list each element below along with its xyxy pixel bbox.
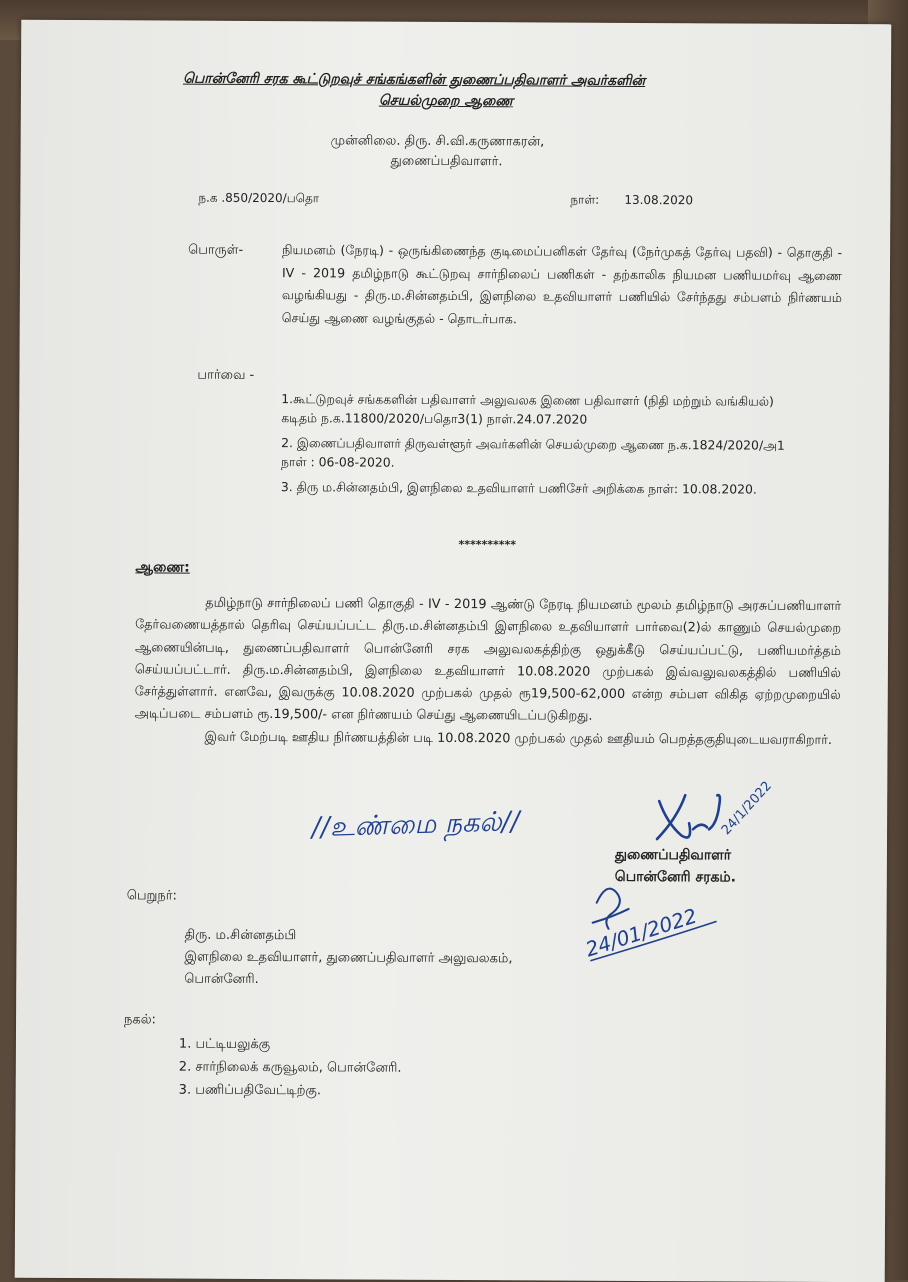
date-label: நாள்: [570, 192, 600, 207]
subject-label: பொருள்- [188, 242, 244, 258]
date-value: 13.08.2020 [624, 192, 694, 208]
copy-item: 2. சார்நிலைக் கருவூலம், பொன்னேரி. [178, 1059, 402, 1076]
handwritten-annotations [15, 20, 892, 1282]
recipient-block [184, 925, 512, 993]
recipient-place: பொன்னேரி. [184, 971, 259, 987]
document-header-line2: செயல்முறை ஆணை [378, 92, 514, 110]
signatory-role: துணைப்பதிவாளர் [614, 846, 732, 864]
copy-item: 3. பணிப்பதிவேட்டிற்கு. [178, 1082, 322, 1099]
separator-stars: ********** [458, 538, 517, 552]
reference-number: ந.க .850/2020/பதொ [198, 190, 320, 206]
copy-item: 1. பட்டியலுக்கு [178, 1036, 271, 1053]
document-header-line1: பொன்னேரி சரக கூட்டுறவுச் சங்கங்களின் துணைப்பதிவாளர் அவர்களின் [182, 70, 646, 89]
document-page [15, 20, 892, 1282]
reference-item: 1.கூட்டுறவுச் சங்ககளின் பதிவாளர் அலுவலக இணை பதிவாளர் (நிதி மற்றும் வங்கியல்) கடிதம் ந.க.11800/2020/பதொ3(1) நாள்.24.07.2020 [281, 391, 774, 427]
reference-item: 3. திரு ம.சின்னதம்பி, இளநிலை உதவியாளர் பணிசேர் அறிக்கை நாள்: 10.08.2020. [280, 479, 757, 497]
signatory-office: பொன்னேரி சரகம். [614, 868, 737, 886]
signature-date: 24/1/2022 [718, 778, 775, 839]
presence-officer: முன்னிலை. திரு. சி.வி.கருணாகரன், [330, 133, 545, 150]
order-heading: ஆணை: [135, 559, 190, 576]
true-copy-text: //உண்மை நகல்// [311, 806, 521, 844]
true-copy-handwriting [308, 805, 523, 848]
recipient-name: திரு. ம.சின்னதம்பி [184, 927, 297, 944]
recipient-designation: இளநிலை உதவியாளர், துணைப்பதிவாளர் அலுவலகம், [184, 949, 513, 967]
initials-mark [593, 888, 629, 928]
order-paragraph: தமிழ்நாடு சார்நிலைப் பணி தொகுதி - IV - 2019 ஆண்டு நேரடி நியமனம் மூலம் தமிழ்நாடு அரசுப்பணியாளர் தேர்வணையத்தால் தெரிவு செய்யப்பட்ட திரு.ம.சின்னதம்பி இளநிலை உதவியாளர் பார்வை(2)ல் காணும் செயல்முறை ஆணையின்படி, துணைப்பதிவாளர் பொன்னேரி சரக அலுவலகத்திற்கு ஒதுக்கீடு செய்யப்பட்டு, பணியமர்த்தம் செய்யப்பட்டார். திரு.ம.சின்னதம்பி, இளநிலை உதவியாளர் 10.08.2020 முற்பகல் இவ்வலுவலகத்தில் பணியில் சேர்த்துள்ளார். எனவே, இவருக்கு 10.08.2020 முற்பகல் முதல் ரூ19,500-62,000 என்ற சம்பள விகித ஏற்றமுறையில் அடிப்படை சம்பளம் ரூ.19,500/- என நிர்ணயம் செய்து ஆணையிடப்படுகிறது. [134, 595, 842, 725]
copy-to-list [179, 1033, 402, 1103]
signature-mark [657, 795, 720, 840]
order-paragraph: இவர் மேற்படி ஊதிய நிர்ணயத்தின் படி 10.08.2020 முற்பகல் முதல் ஊதியம் பெறத்தகுதியுடையவராகிறார். [204, 729, 833, 748]
reference-item: 2. இணைப்பதிவாளர் திருவள்ளூர் அவர்களின் செயல்முறை ஆணை ந.க.1824/2020/அ1 நாள் : 06-08-2020. [280, 435, 785, 470]
subject-text: நியமனம் (நேரடி) - ஒருங்கிணைந்த குடிமைப்பனிகள் தேர்வு (நேர்முகத் தேர்வு பதவி) - தொகுதி - IV - 2019 தமிழ்நாடு கூட்டுறவு சார்நிலைப் பணிகள் - தற்காலிக நியமன பணியமர்வு ஆணை வழங்கியது - திரு.ம.சின்னதம்பி, இளநிலை உதவியாளர் பணியில் சேர்ந்தது சம்பளம் நிர்ணயம் செய்து ஆணை வழங்குதல் - தொடர்பாக. [281, 242, 843, 326]
copy-to-label: நகல்: [124, 1012, 156, 1028]
references-label: பார்வை - [197, 367, 255, 383]
presence-designation: துணைப்பதிவாளர். [390, 153, 503, 170]
recipient-label: பெறுநர்: [126, 888, 177, 904]
initials-date: 24/01/2022 [582, 903, 700, 962]
